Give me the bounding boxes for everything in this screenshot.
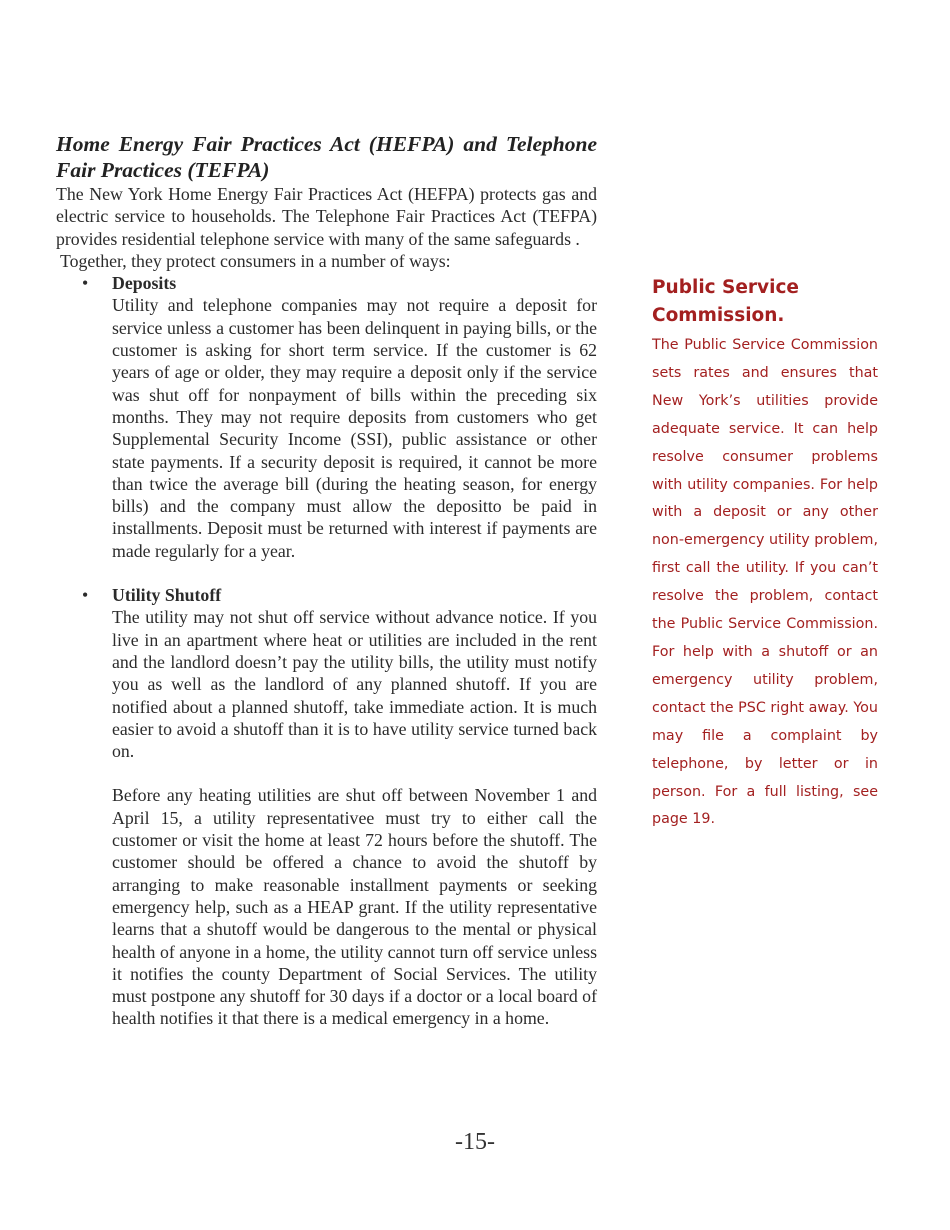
page-number: -15- xyxy=(455,1129,495,1155)
deposits-paragraph: Utility and telephone companies may not require a deposit for service unless a customer has been delinquent in paying bills, or the customer is asking for short term service. If the customer is 62 years of age or older, they may require a deposit only if the service was shut off for nonpayment of bills within the preceding six months. They may not require deposits from customers who get Supplemental Security Income (SSI), public assistance or other state payments. If a security deposit is required, it cannot be more than twice the average bill (during the heating season, for energy bills) and the company must allow the depositto be paid in installments. Deposit must be returned with interest if payments are made regularly for a year. xyxy=(112,295,597,561)
bullet-icon: • xyxy=(82,585,89,606)
sidebar-title: Public Service Commission. xyxy=(652,277,799,326)
list-item-deposits xyxy=(56,272,597,562)
item-heading-utility-shutoff: Utility Shutoff xyxy=(112,585,222,606)
together-line: Together, they protect consumers in a number of ways: xyxy=(60,250,451,271)
spacer xyxy=(56,562,597,584)
intro-paragraph: The New York Home Energy Fair Practices Act (HEFPA) protects gas and electric service to households. The Telephone Fair Practices Act (TEFPA) provides residential telephone service with many of the same safeguards . xyxy=(56,184,597,249)
sidebar-body: The Public Service Commission sets rates and ensures that New York’s utilities provide adequate service. It can help resolve consumer problems with utility companies. For help with a deposit or any other non-emergency utility problem, first call the utility. If you can’t resolve the problem, contact the Public Service Commission. For help with a shutoff or an emergency utility problem, contact the PSC right away. You may file a complaint by telephone, by letter or in person. For a full listing, see page 19. xyxy=(652,337,878,828)
section-title: Home Energy Fair Practices Act (HEFPA) and Telephone Fair Practices (TEFPA) xyxy=(56,132,597,182)
spacer xyxy=(112,762,597,784)
psc-sidebar xyxy=(652,274,878,834)
list-item-utility-shutoff xyxy=(56,584,597,1030)
shutoff-paragraph-2: Before any heating utilities are shut off between November 1 and April 15, a utility representativee must try to either call the customer or visit the home at least 72 hours before the shutoff. The customer should be offered a chance to avoid the shutoff by arranging to make reasonable installment payments or seeking emergency help, such as a HEAP grant. If the utility representative learns that a shutoff would be dangerous to the mental or physical health of anyone in a home, the utility cannot turn off service unless it notifies the county Department of Social Services. The utility must postpone any shutoff for 30 days if a doctor or a local board of health notifies it that there is a medical emergency in a home. xyxy=(112,785,597,1029)
bullet-icon: • xyxy=(82,273,89,294)
shutoff-paragraph-1: The utility may not shut off service without advance notice. If you live in an apartment where heat or utilities are included in the rent and the landlord doesn’t pay the utility bills, the utility must notify you as well as the landlord of any planned shutoff. If you are notified about a planned shutoff, take immediate action. It is much easier to avoid a shutoff than it is to have utility service turned back on. xyxy=(112,607,597,762)
item-heading-deposits: Deposits xyxy=(112,273,177,294)
main-column xyxy=(56,131,597,1030)
